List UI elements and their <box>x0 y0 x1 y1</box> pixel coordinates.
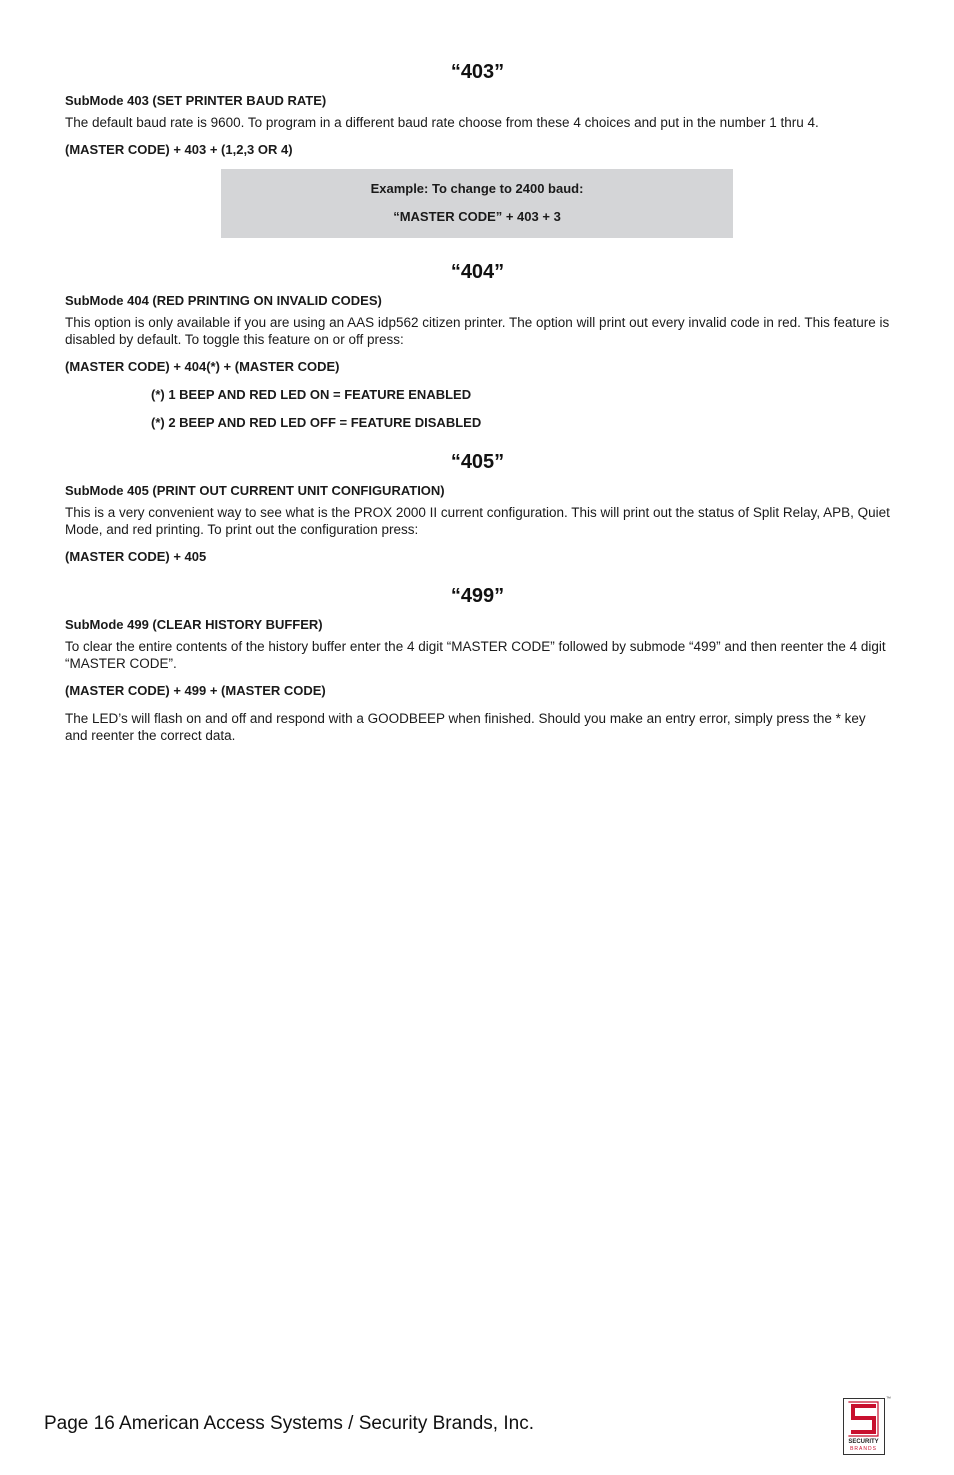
section-heading-404: “404” <box>450 261 505 283</box>
submode-405-code: (MASTER CODE) + 405 <box>65 549 207 564</box>
page-content <box>65 58 890 754</box>
submode-403-description: The default baud rate is 9600. To program in a different baud rate choose from these 4 choices and put in the number 1 thru 4. <box>65 115 819 130</box>
logo-text-security: SECURITY <box>848 1439 879 1445</box>
submode-405-title: SubMode 405 (PRINT OUT CURRENT UNIT CONFIGURATION) <box>65 483 445 498</box>
submode-404-description: This option is only available if you are using an AAS idp562 citizen printer. The option will print out every invalid code in red. This feature is disabled by default. To toggle this feature on or off press: <box>65 315 890 347</box>
submode-404-note-enabled: (*) 1 BEEP AND RED LED ON = FEATURE ENABLED <box>151 387 472 402</box>
submode-404-code: (MASTER CODE) + 404(*) + (MASTER CODE) <box>65 359 340 374</box>
submode-405-description: This is a very convenient way to see what is the PROX 2000 II current configuration. This will print out the status of Split Relay, APB, Quiet Mode, and red printing. To print out the configuration press: <box>65 505 890 537</box>
submode-404-note-disabled: (*) 2 BEEP AND RED LED OFF = FEATURE DISABLED <box>151 415 482 430</box>
submode-403-code: (MASTER CODE) + 403 + (1,2,3 OR 4) <box>65 142 293 157</box>
section-heading-405: “405” <box>450 451 505 473</box>
logo-s-shape <box>853 1406 874 1432</box>
example-code: “MASTER CODE” + 403 + 3 <box>393 209 561 224</box>
security-brands-logo <box>843 1398 885 1455</box>
submode-499-description: To clear the entire contents of the history buffer enter the 4 digit “MASTER CODE” followed by submode “499” and then reenter the 4 digit “MASTER CODE”. <box>65 639 886 671</box>
submode-404-title: SubMode 404 (RED PRINTING ON INVALID CODES) <box>65 293 382 308</box>
submode-499-title: SubMode 499 (CLEAR HISTORY BUFFER) <box>65 617 323 632</box>
logo-text-brands: BRANDS <box>850 1446 877 1452</box>
example-title: Example: To change to 2400 baud: <box>370 181 584 196</box>
security-brands-logo-icon <box>844 1399 883 1453</box>
submode-403-title: SubMode 403 (SET PRINTER BAUD RATE) <box>65 93 327 108</box>
section-heading-499: “499” <box>450 585 505 607</box>
section-heading-403: “403” <box>450 61 505 83</box>
logo-trademark: ™ <box>886 1396 891 1402</box>
submode-499-followup: The LED’s will flash on and off and respond with a GOODBEEP when finished. Should you make an entry error, simply press the * key and reenter the correct data. <box>65 711 866 743</box>
submode-499-code: (MASTER CODE) + 499 + (MASTER CODE) <box>65 683 326 698</box>
example-box <box>221 169 733 238</box>
page-footer: Page 16 American Access Systems / Security Brands, Inc. <box>44 1413 534 1434</box>
